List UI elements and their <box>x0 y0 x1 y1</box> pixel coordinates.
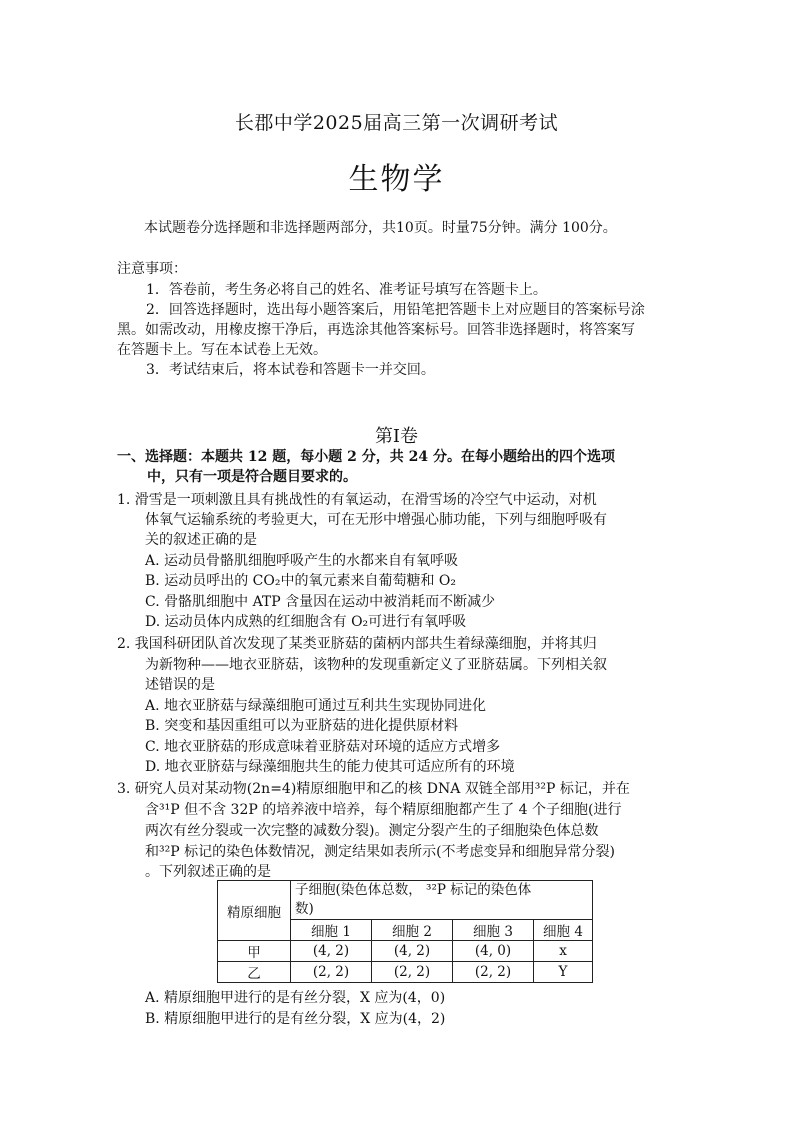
note-item: 1．答卷前，考生务必将自己的姓名、准考证号填写在答题卡上。 <box>146 282 547 298</box>
note-item: 黑。如需改动，用橡皮擦干净后，再选涂其他答案标号。回答非选择题时，将答案写 <box>117 322 635 338</box>
question-stem: 关的叙述正确的是 <box>145 532 257 548</box>
group-header-line: 子细胞(染色体总数， ³²P 标记的染色体 <box>295 882 532 898</box>
table-cell: (4, 0) <box>453 941 534 962</box>
answer-option: A. 运动员骨骼肌细胞呼吸产生的水都来自有氧呼吸 <box>145 553 459 569</box>
table-corner-cell: 精原细胞 <box>218 881 291 941</box>
question-stem: 2. 我国科研团队首次发现了某类亚脐菇的菌柄内部共生着绿藻细胞，并将其归 <box>117 636 597 652</box>
answer-option: B. 精原细胞甲进行的是有丝分裂，X 应为(4，2) <box>145 1011 446 1027</box>
answer-option: B. 运动员呼出的 CO₂中的氧元素来自葡萄糖和 O₂ <box>145 573 456 589</box>
question-stem: 1. 滑雪是一项刺激且具有挑战性的有氧运动，在滑雪场的冷空气中运动，对机 <box>117 492 597 508</box>
section-instruction: 中，只有一项是符合题目要求的。 <box>147 469 357 485</box>
question-stem: 两次有丝分裂或一次完整的减数分裂)。测定分裂产生的子细胞染色体总数 <box>145 823 599 839</box>
column-header: 细胞 4 <box>534 920 593 941</box>
table-row <box>218 962 593 983</box>
answer-option: A. 地衣亚脐菇与绿藻细胞可通过互利共生实现协同进化 <box>145 698 487 714</box>
answer-option: D. 地衣亚脐菇与绿藻细胞共生的能力使其可适应所有的环境 <box>145 759 515 775</box>
question-stem: 为新物种——地衣亚脐菇，该物种的发现重新定义了亚脐菇属。下列相关叙 <box>145 657 607 673</box>
note-item: 3．考试结束后，将本试卷和答题卡一并交回。 <box>146 362 435 378</box>
answer-option: B. 突变和基因重组可以为亚脐菇的进化提供原材料 <box>145 718 459 734</box>
result-table <box>217 880 593 983</box>
column-header: 细胞 2 <box>372 920 453 941</box>
row-label: 甲 <box>218 941 291 962</box>
answer-option: C. 骨骼肌细胞中 ATP 含量因在运动中被消耗而不断减少 <box>145 594 496 610</box>
intro-text: 本试题卷分选择题和非选择题两部分，共10页。时量75分钟。满分 100分。 <box>144 220 617 236</box>
table-row <box>218 941 593 962</box>
note-item: 在答题卡上。写在本试卷上无效。 <box>117 342 327 358</box>
question-stem: 含³¹P 但不含 32P 的培养液中培养，每个精原细胞都产生了 4 个子细胞(进行 <box>145 802 622 818</box>
question-stem: 。下列叙述正确的是 <box>145 864 271 880</box>
table-cell: (2, 2) <box>372 962 453 983</box>
exam-title: 长郡中学2025届高三第一次调研考试 <box>234 112 559 134</box>
notes-heading: 注意事项： <box>117 261 187 277</box>
column-header: 细胞 3 <box>453 920 534 941</box>
table-group-header <box>291 881 593 920</box>
question-stem: 述错误的是 <box>145 677 215 693</box>
table-cell: (2, 2) <box>453 962 534 983</box>
question-stem: 和³²P 标记的染色体数情况，测定结果如表所示(不考虑变异和细胞异常分裂) <box>145 844 616 860</box>
answer-option: D. 运动员体内成熟的红细胞含有 O₂可进行有氧呼吸 <box>145 614 467 630</box>
question-stem: 3. 研究人员对某动物(2n=4)精原细胞甲和乙的核 DNA 双链全部用³²P 标记，并在 <box>117 781 630 797</box>
table-cell: (2, 2) <box>291 962 372 983</box>
section-instruction: 一、选择题：本题共 12 题，每小题 2 分，共 24 分。在每小题给出的四个选项 <box>117 449 615 465</box>
subject-title: 生物学 <box>348 162 445 197</box>
column-header: 细胞 1 <box>291 920 372 941</box>
note-item: 2．回答选择题时，选出每小题答案后，用铅笔把答题卡上对应题目的答案标号涂 <box>146 302 645 318</box>
group-header-line: 数) <box>295 901 314 917</box>
answer-option: C. 地衣亚脐菇的形成意味着亚脐菇对环境的适应方式增多 <box>145 739 501 755</box>
table-header-row <box>218 881 593 920</box>
table-cell: x <box>534 941 593 962</box>
table-cell: Y <box>534 962 593 983</box>
section-title: 第Ⅰ卷 <box>374 426 419 447</box>
table-cell: (4, 2) <box>372 941 453 962</box>
row-label: 乙 <box>218 962 291 983</box>
table-cell: (4, 2) <box>291 941 372 962</box>
question-stem: 体氧气运输系统的考验更大，可在无形中增强心肺功能，下列与细胞呼吸有 <box>145 512 607 528</box>
answer-option: A. 精原细胞甲进行的是有丝分裂，X 应为(4，0) <box>145 990 446 1006</box>
